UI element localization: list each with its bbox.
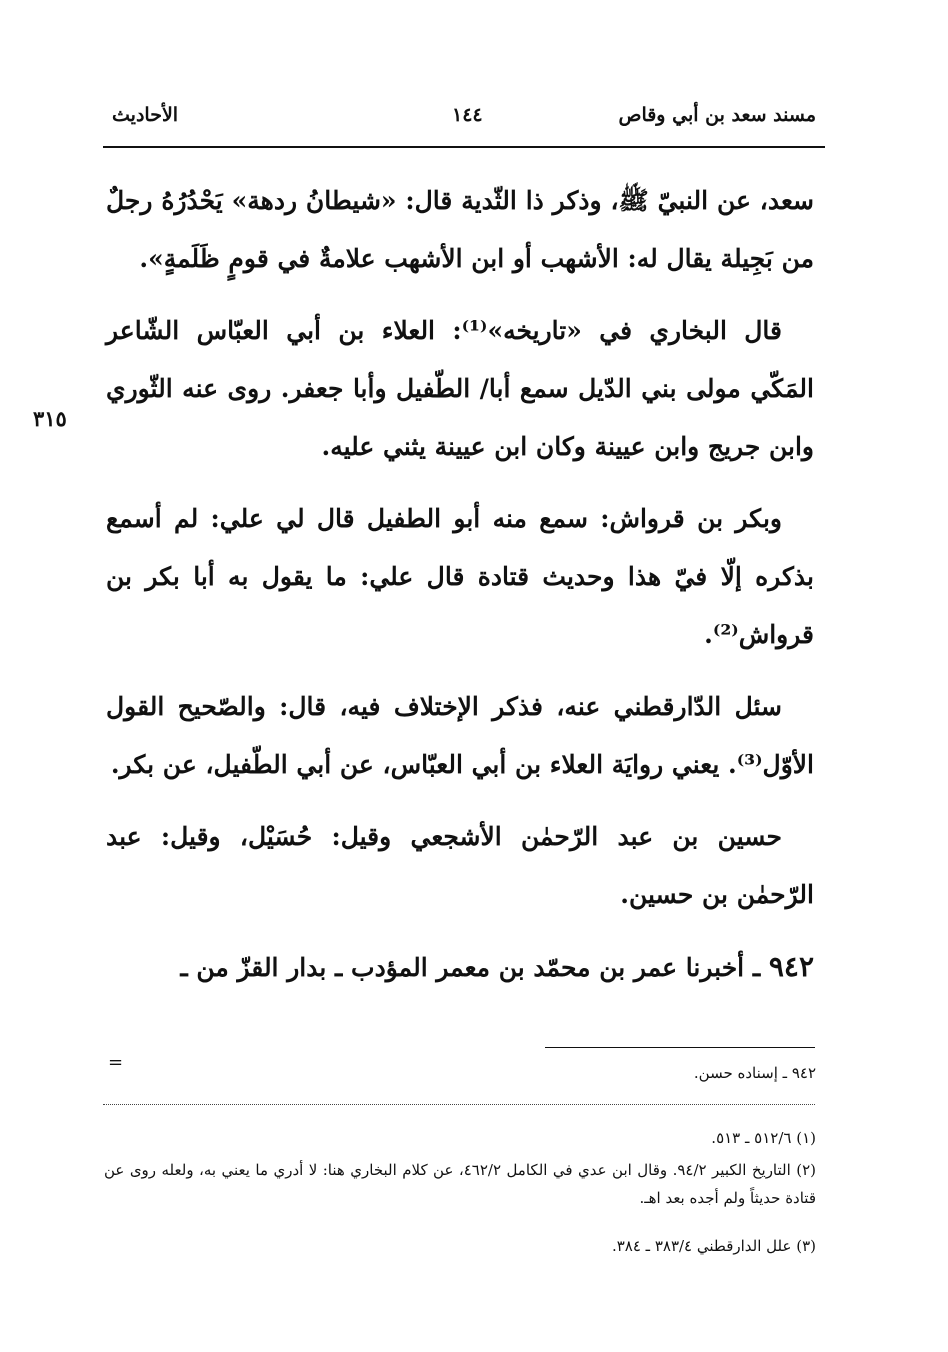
paragraph-continuation: سعد، عن النبيّ ﷺ، وذكر ذا الثّدية قال: «شيطانُ ردهة» يَحْدُرُهُ رجلٌ من بَجِيلة يقال له: الأشهب أو ابن الأشهب علامةٌ في قومٍ ظَلَمةٍ». — [106, 186, 814, 273]
hadith-grading-note: ٩٤٢ ـ إسناده حسن. — [693, 1064, 816, 1082]
header-rule — [103, 146, 825, 148]
footnote-1: (١) ٥١٢/٦ ـ ٥١٣. — [711, 1129, 816, 1147]
hadith-number: ٩٤٢ — [768, 950, 814, 983]
footnote-dotted-rule — [103, 1104, 815, 1105]
running-head-section: الأحاديث — [112, 104, 179, 126]
continuation-mark: = — [108, 1052, 124, 1073]
paragraph-bukhari: قال البخاري في «تاريخه»⁽¹⁾: العلاء بن أبي العبّاس الشّاعر المَكّي مولى بني الدّيل سمع أبا/ الطّفيل وأبا جعفر. روى عنه الثّوري وابن جريج وابن عيينة وكان ابن عيينة يثني عليه. — [106, 316, 814, 461]
page-number: ١٤٤ — [452, 104, 483, 126]
paragraph-husayn: حسين بن عبد الرّحمٰن الأشجعي وقيل: حُسَيْل، وقيل: عبد الرّحمٰن بن حسين. — [106, 822, 814, 909]
main-text — [106, 172, 814, 997]
footnote-2: (٢) التاريخ الكبير ٩٤/٢. وقال ابن عدي في الكامل ٤٦٢/٢، عن كلام البخاري هنا: لا أدري ما يعني به، ولعله روى عن قتادة حديثاً ولم أجده بعد اهـ. — [104, 1161, 816, 1207]
hadith-text: ـ أخبرنا عمر بن محمّد بن معمر المؤدب ـ بدار القزّ من ـ — [180, 953, 761, 982]
footnote-separator — [545, 1047, 815, 1048]
paragraph-daraqutni: سئل الدّارقطني عنه، فذكر الإختلاف فيه، قال: والصّحيح القول الأوّل⁽³⁾. يعني روايَة العلاء بن أبي العبّاس، عن أبي الطّفيل، عن بكر. — [106, 692, 814, 779]
footnote-3: (٣) علل الدارقطني ٣٨٣/٤ ـ ٣٨٤. — [611, 1237, 816, 1255]
paragraph-bakr-bin-qirwash: وبكر بن قرواش: سمع منه أبو الطفيل قال لي علي: لم أسمع بذكره إلّا فيّ هذا وحديث قتادة قال علي: ما يقول به أبا بكر بن قرواش⁽²⁾. — [106, 504, 814, 649]
running-head-book-title: مسند سعد بن أبي وقاص — [618, 104, 816, 126]
hadith-942 — [106, 938, 814, 997]
margin-page-reference: ٣١٥ — [33, 406, 67, 431]
